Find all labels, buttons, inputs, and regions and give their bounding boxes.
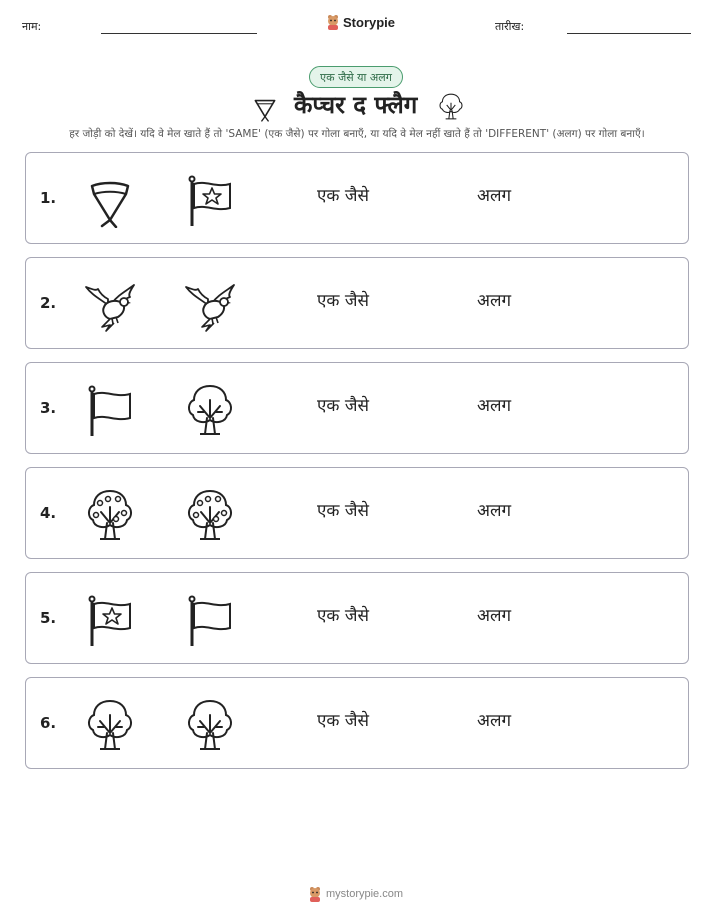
date-label: तारीख: <box>495 20 525 33</box>
bandana-icon <box>250 92 280 126</box>
tree-icon <box>436 90 466 126</box>
option-same[interactable]: एक जैसे <box>317 501 369 521</box>
question-row <box>25 677 689 769</box>
option-different[interactable]: अलग <box>477 186 512 206</box>
storypie-mascot-icon <box>308 886 322 902</box>
brand-logo <box>326 14 395 30</box>
option-different[interactable]: अलग <box>477 396 512 416</box>
star-flag-icon <box>182 172 238 228</box>
star-flag-icon <box>82 592 138 648</box>
tree-icon <box>182 697 238 753</box>
footer-site[interactable]: mystorypie.com <box>326 888 404 900</box>
question-number: 4. <box>40 504 57 522</box>
flag-icon <box>182 592 238 648</box>
question-row <box>25 152 689 244</box>
bandana-icon <box>82 172 138 228</box>
fruit-tree-icon <box>182 487 238 543</box>
option-same[interactable]: एक जैसे <box>317 606 369 626</box>
question-number: 1. <box>40 189 57 207</box>
flag-icon <box>82 382 138 438</box>
question-number: 5. <box>40 609 57 627</box>
option-same[interactable]: एक जैसे <box>317 396 369 416</box>
name-line[interactable] <box>101 33 257 34</box>
question-row <box>25 257 689 349</box>
option-different[interactable]: अलग <box>477 711 512 731</box>
tree-icon <box>182 382 238 438</box>
worksheet-type-badge: एक जैसे या अलग <box>309 66 403 88</box>
footer <box>308 886 403 902</box>
option-different[interactable]: अलग <box>477 606 512 626</box>
question-number: 3. <box>40 399 57 417</box>
option-same[interactable]: एक जैसे <box>317 186 369 206</box>
eagle-icon <box>82 277 138 333</box>
storypie-mascot-icon <box>326 14 340 30</box>
date-line[interactable] <box>567 33 691 34</box>
option-different[interactable]: अलग <box>477 501 512 521</box>
question-number: 6. <box>40 714 57 732</box>
fruit-tree-icon <box>82 487 138 543</box>
page-title: कैप्चर द फ्लैग <box>294 91 418 119</box>
tree-icon <box>82 697 138 753</box>
question-row <box>25 362 689 454</box>
instructions: हर जोड़ी को देखें। यदि वे मेल खाते हैं तो 'SAME' (एक जैसे) पर गोला बनाएँ, या यदि वे मेल नहीं खाते हैं तो 'DIFFERENT' (अलग) पर गोला बनाएँ। <box>69 128 645 140</box>
brand-name: Storypie <box>343 14 396 30</box>
question-row <box>25 572 689 664</box>
eagle-icon <box>182 277 238 333</box>
question-row <box>25 467 689 559</box>
option-different[interactable]: अलग <box>477 291 512 311</box>
name-label: नाम: <box>22 20 42 33</box>
option-same[interactable]: एक जैसे <box>317 711 369 731</box>
option-same[interactable]: एक जैसे <box>317 291 369 311</box>
question-number: 2. <box>40 294 57 312</box>
title-row <box>0 88 714 124</box>
